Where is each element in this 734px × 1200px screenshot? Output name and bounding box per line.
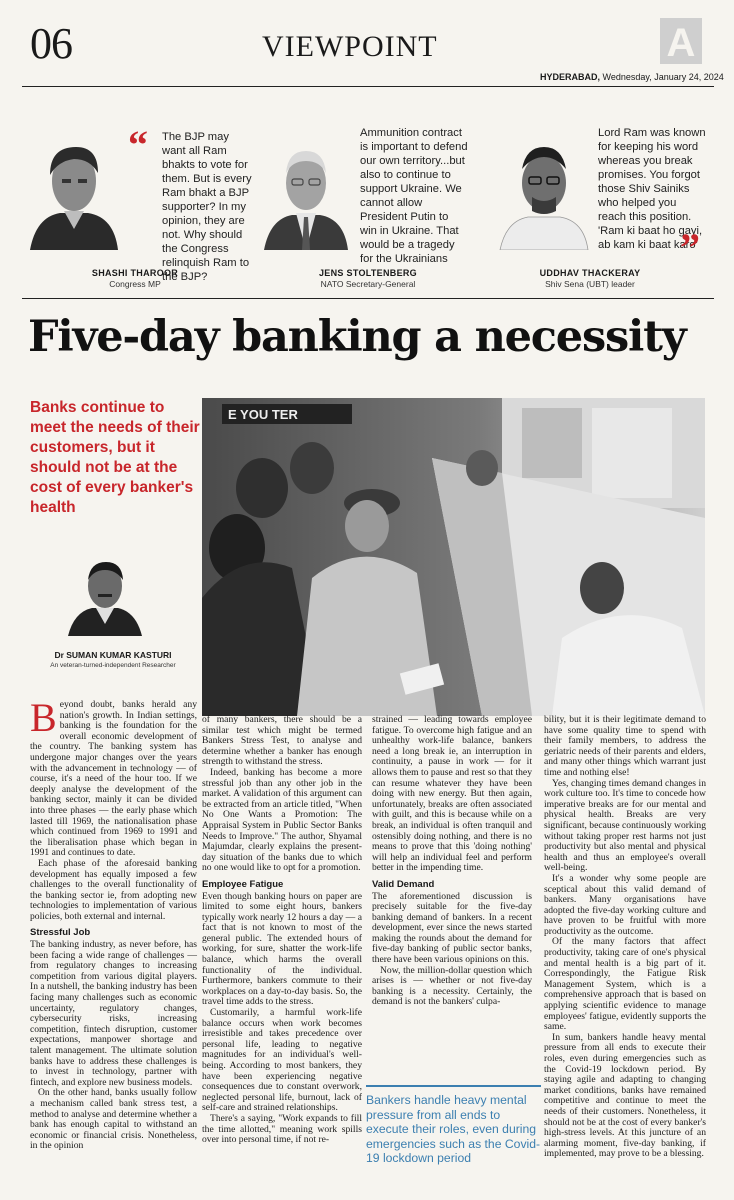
quote-role-stoltenberg: NATO Secretary-General — [320, 279, 416, 289]
author-name: Dr SUMAN KUMAR KASTURI — [54, 650, 172, 660]
subhead-stressful-job: Stressful Job — [30, 927, 91, 939]
article-paragraph: of many bankers, there should be a similar test which might be termed Bankers Stress Test, to analyse and determine whether a banker has enough strength to withstand the stress. — [202, 714, 362, 768]
article-paragraph: Indeed, banking has become a more stressful job than any other job in the market. A validation of this argument can be extracted from an article titled, "When No One Wants a Promotion: The Appraisal System in Public Sector Banks Needs to Improve." The author, Shyamal Majumdar, clearly explains the present-day situation of the banks due to which no one would like to opt for a promotion. — [202, 766, 362, 874]
avatar-shashi-tharoor — [28, 125, 120, 250]
article-paragraph: On the other hand, banks usually follow a mechanism called bank stress test, a method to analyse and determine whether a bank has enough capital to withstand an economic or financial crisis. Nonetheless, in the opinion — [30, 1087, 197, 1152]
article-paragraph: Yes, changing times demand changes in work culture too. It's time to concede how imperative breaks are for our mental and physical health. Breaks are very significant, because continuously working without taking proper rest harms not just productivity but also mental and physical health and thus an employee's overall well-being. — [544, 777, 706, 874]
open-quote-icon: “ — [128, 122, 148, 167]
article-paragraph — [30, 695, 197, 859]
subhead-valid-demand: Valid Demand — [372, 878, 435, 890]
article-paragraph: In sum, bankers handle heavy mental pressure from all ends to execute their roles, even during emergencies such as the Covid-19 lockdown period. By staying agile and adapting to changing market conditions, banks have remained competitive and continue to meet the needs of their customers. Nonetheless, it should not be at the cost of every banker's high-stress levels. At this juncture of an alarming moment, five-day banking, if implemented, may prove to be a blessing. — [544, 1031, 706, 1160]
dateline — [540, 72, 724, 82]
section-title: VIEWPOINT — [262, 30, 438, 63]
photo-sign-text: E YOU TER — [228, 407, 298, 422]
article-paragraph: There's a saying, "Work expands to fill the time allotted," meaning work spills over into personal time, if not re- — [202, 1112, 362, 1146]
subhead-employee-fatigue: Employee Fatigue — [202, 878, 284, 890]
quote-role-thackeray: Shiv Sena (UBT) leader — [545, 279, 635, 289]
article-paragraph: bility, but it is their legitimate demand to have some quality time to spend with their family members, to address the geriatric needs of their parents and elders, and many other things which warrant just time and nothing else! — [544, 714, 706, 778]
quote-name-tharoor: SHASHI THAROOR — [91, 268, 179, 278]
pull-quote: Bankers handle heavy mental pressure from all ends to execute their roles, even during emergencies such as the Covid-19 lockdown period — [366, 1085, 541, 1166]
author-byline — [28, 650, 198, 670]
quote-name-thackeray: UDDHAV THACKERAY — [539, 268, 641, 278]
dateline-date: Wednesday, January 24, 2024 — [602, 72, 724, 82]
article-paragraph: Customarily, a harmful work-life balance occurs when work becomes irresistible and takes precedence over personal life, leading to negative magnitudes for an individual's well-being. According to most bankers, they have been experiencing negative consequences due to constant overwork, neglected personal life, burnout, lack of self-care and strained relationships. — [202, 1007, 362, 1114]
article-column-2 — [202, 715, 362, 1146]
quote-text-tharoor: The BJP may want all Ram bhakts to vote for them. But is every Ram bhakt a BJP supporter? In my opinion, they are not. Why should the Congress relinquish Ram to the BJP? — [162, 131, 252, 283]
article-paragraph: Each phase of the aforesaid banking development has equally imposed a few challenges to the overall functionality of the banking sector ie, from adopting new technologies to implementation of various policies, both external and internal. — [30, 857, 197, 922]
page-number: 06 — [30, 19, 72, 68]
bank-counter-photo — [202, 398, 705, 716]
article-paragraph: It's a wonder why some people are sceptical about this valid demand of bankers. Many organisations have adopted the five-day working culture and have proven to be fruitful with more productivity as the outcome. — [544, 872, 706, 937]
article-deck: Banks continue to meet the needs of their customers, but it should not be at the cost of every banker's health — [30, 399, 200, 516]
author-description: An veteran-turned-independent Researcher — [50, 662, 176, 669]
article-column-3 — [372, 715, 532, 1008]
author-photo — [68, 548, 142, 636]
article-column-1 — [30, 695, 197, 1152]
quote-role-tharoor: Congress MP — [109, 279, 161, 289]
article-paragraph: The banking industry, as never before, has been facing a wide range of challenges — from regulatory changes to increasing competition from various digital players. In a nutshell, the banking industry has been facing many challenges such as economic uncertainty, regulatory changes, cybersecurity risks, increasing competition, fintech disruption, customer expectations, manpower shortage and talent management. The ultimate solution banks have to address these challenges is to invest in technology, partner with fintech, and explore new business models. — [30, 939, 197, 1088]
quote-text-stoltenberg: Ammunition contract is important to defend our own territory...but also to continue to support Ukraine. We cannot allow President Putin to win in Ukraine. That would be a tragedy for the Ukrainians — [360, 127, 468, 265]
close-quote-icon: ” — [680, 225, 700, 270]
article-headline: Five-day banking a necessity — [28, 312, 686, 362]
article-paragraph: The aforementioned discussion is precisely suitable for the five-day banking demand of bankers. In a recent development, ever since the news started making the rounds about the demand for five-day banking of public sector banks, there have been various opinions on this. — [372, 890, 532, 966]
quotes-rule — [22, 298, 714, 299]
article-paragraph: Now, the million-dollar question which arises is — whether or not five-day banking is a necessity. Certainly, the demand is not the bankers' culpa- — [372, 964, 532, 1008]
dateline-city: HYDERABAD, — [540, 72, 601, 82]
header-rule — [22, 86, 714, 87]
quote-name-stoltenberg: JENS STOLTENBERG — [319, 268, 417, 278]
newspaper-logo: A — [660, 18, 702, 64]
avatar-jens-stoltenberg — [262, 125, 350, 250]
article-paragraph: Even though banking hours on paper are limited to some eight hours, bankers typically work nearly 12 hours a day — a fact that is not known to most of the general public. The extended hours of working, for sure, shatter the work-life balance, which harms the overall functionality of the individual. Furthermore, bankers commute to their workplaces on a day-to-day basis. So, the travel time adds to the stress. — [202, 890, 362, 1008]
article-paragraph-text: eyond doubt, banks herald any nation's growth. In Indian settings, banking is the foundation for the overall economic development of the country. The banking system has undergone major changes over the years with the advancement in technology — of course, it's a need of the hour too. If we deeply analyse the development of the banking sector, mainly it can be divided into three phases — the early phase which lasted till 1969, the nationalisation phase which continued from 1969 to 1991 and the liberalisation phase which began in 1991 and continues to date. — [30, 699, 197, 859]
article-paragraph: strained — leading towards employee fatigue. To overcome high fatigue and an unhealthy work-life balance, bankers need a long break ie, an interruption in continuity, a pause in work — for it allows them to pause and rest so that they can resume whatever they have been doing with new energy. But then again, unfortunately, breaks are often associated with guilt, and this is because while on a break, an individual is often tranquil and ostensibly doing nothing, and there is no means to prove that this 'doing nothing' will help an individual feel and perform better in the impending time. — [372, 714, 532, 874]
drop-cap: B — [30, 695, 57, 740]
quote-text-thackeray: Lord Ram was known for keeping his word whereas you break promises. You forgot those Shiv Sainiks who helped you reach this position. 'Ram ki baat ho gayi, ab kam ki baat karo' — [598, 127, 706, 251]
article-column-4 — [544, 715, 706, 1160]
avatar-uddhav-thackeray — [498, 125, 590, 250]
article-paragraph: Of the many factors that affect productivity, taking care of one's physical and mental health is a big part of it. Correspondingly, the Fatigue Risk Management System, which is a comprehensive approach that is based on applying scientific evidence to manage employees' fatigue, evidently supports the same. — [544, 936, 706, 1033]
